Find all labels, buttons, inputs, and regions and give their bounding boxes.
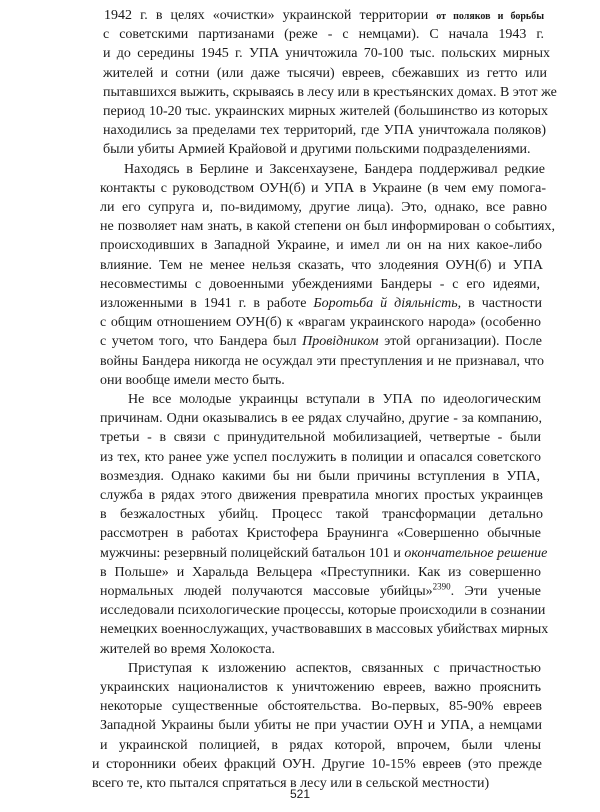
text-line: контакты с руководством ОУН(б) и УПА в Украине (в чем ему помога-: [100, 180, 546, 196]
text-line: изложенными в 1941 г. в работе Боротьба й діяльність, в частности: [100, 296, 542, 311]
text-line: не позволяет нам знать, в какой степени он был информирован о событиях,: [100, 219, 555, 235]
text-line: и сторонники обеих фракций ОУН. Другие 10-15% евреев (это прежде: [92, 756, 542, 772]
text-line: находились за пределами тех территорий, где УПА уничтожала поляков): [103, 123, 546, 139]
text-line: всего те, кто пытался спрятаться в лесу или в сельской местности): [92, 776, 490, 791]
text-line: Не все молодые украинцы вступали в УПА по идеологическим: [128, 392, 541, 407]
text-line: с учетом того, что Бандера был Провідником этой организации). После: [100, 334, 542, 350]
text-line: рассмотрен в работах Кристофера Браунинга «Совершенно обычные: [100, 526, 541, 542]
text-line: исследовали психологические процессы, которые происходили в сознании: [100, 603, 546, 619]
text-line: войны Бандера никогда не осуждал эти преступления и не признавал, что: [100, 353, 544, 369]
text-line: Западной Украины были убиты не при участии ОУН и УПА, а немцами: [100, 718, 542, 734]
text-line: возмездия. Однако какими бы ни были причины вступления в УПА,: [100, 468, 540, 484]
text-line: служба в рядах этого движения превратила многих простых украинцев: [100, 488, 543, 503]
text-line: Приступая к изложению аспектов, связанных с причастностью: [128, 660, 541, 676]
text-line: из тех, кто ранее уже успел послужить в полиции и опасался советского: [100, 449, 541, 465]
text-line: происходивших в Западной Украине, и имел ли он на них какое-либо: [100, 238, 542, 254]
text-line: третьи - в связи с принудительной мобилизацией, четвертые - были: [100, 430, 541, 446]
text-line: ли его супруга и, по-видимому, другие лица). Это, однако, все равно: [100, 200, 547, 215]
page-number: 521: [289, 787, 311, 801]
text-line: в Польше» и Харальда Вельцера «Преступники. Как из совершенно: [100, 564, 541, 580]
text-line: некоторые существенные обстоятельства. Во-первых, 85-90% евреев: [100, 699, 542, 715]
text-line: с советскими партизанами (реже - с немцами). С начала 1943 г.: [103, 27, 544, 43]
text-line: мужчины: резервный полицейский батальон 101 и окончательное решение: [100, 545, 548, 561]
text-line: и украинской полицией, в рядах которой, впрочем, были члены: [100, 737, 541, 753]
text-line: влияние. Тем не менее нельзя сказать, что злодеяния ОУН(б) и УПА: [100, 257, 543, 273]
text-line: в безжалостных убийц. Процесс такой трансформации детально: [100, 507, 543, 523]
text-line: с общим отношением ОУН(б) к «врагам украинского народа» (особенно: [100, 315, 541, 331]
text-line: украинских националистов к уничтожению евреев, важно прояснить: [100, 680, 541, 695]
text-line: пытавшихся выжить, скрываясь в лесу или в крестьянских домах. В этот же: [103, 84, 557, 100]
text-line: нормальных людей получаются массовые убийцы»$^{2390}$. Эти ученые: [100, 581, 541, 599]
text-line: причинам. Одни оказывались в ее рядах случайно, другие - за компанию,: [100, 411, 542, 427]
footnote-ref: 2390: [432, 581, 451, 592]
text-line: период 10-20 тыс. украинских мирных жителей (большинство из которых: [103, 104, 548, 119]
text-line: 1942 г. в целях «очистки» украинской территории от поляков и борьбы: [104, 8, 545, 23]
text-line: были убиты Армией Крайовой и другими польскими подразделениями.: [103, 142, 531, 158]
text-line: Находясь в Берлине и Заксенхаузене, Бандера поддерживал редкие: [124, 161, 545, 177]
text-line: несовместимы с довоенными убеждениями Бандеры - с его идеями,: [100, 276, 540, 292]
text-line: жителей и сотни (или даже тысячи) евреев, сбежавших из гетто или: [103, 65, 547, 81]
text-line: и до середины 1945 г. УПА уничтожила 70-100 тыс. польских мирных: [103, 46, 550, 62]
text-line: жителей во время Холокоста.: [100, 641, 276, 657]
text-line: они вообще имели место быть.: [100, 372, 285, 388]
text-line: немецких военнослужащих, участвовавших в массовых убийствах мирных: [100, 622, 549, 638]
